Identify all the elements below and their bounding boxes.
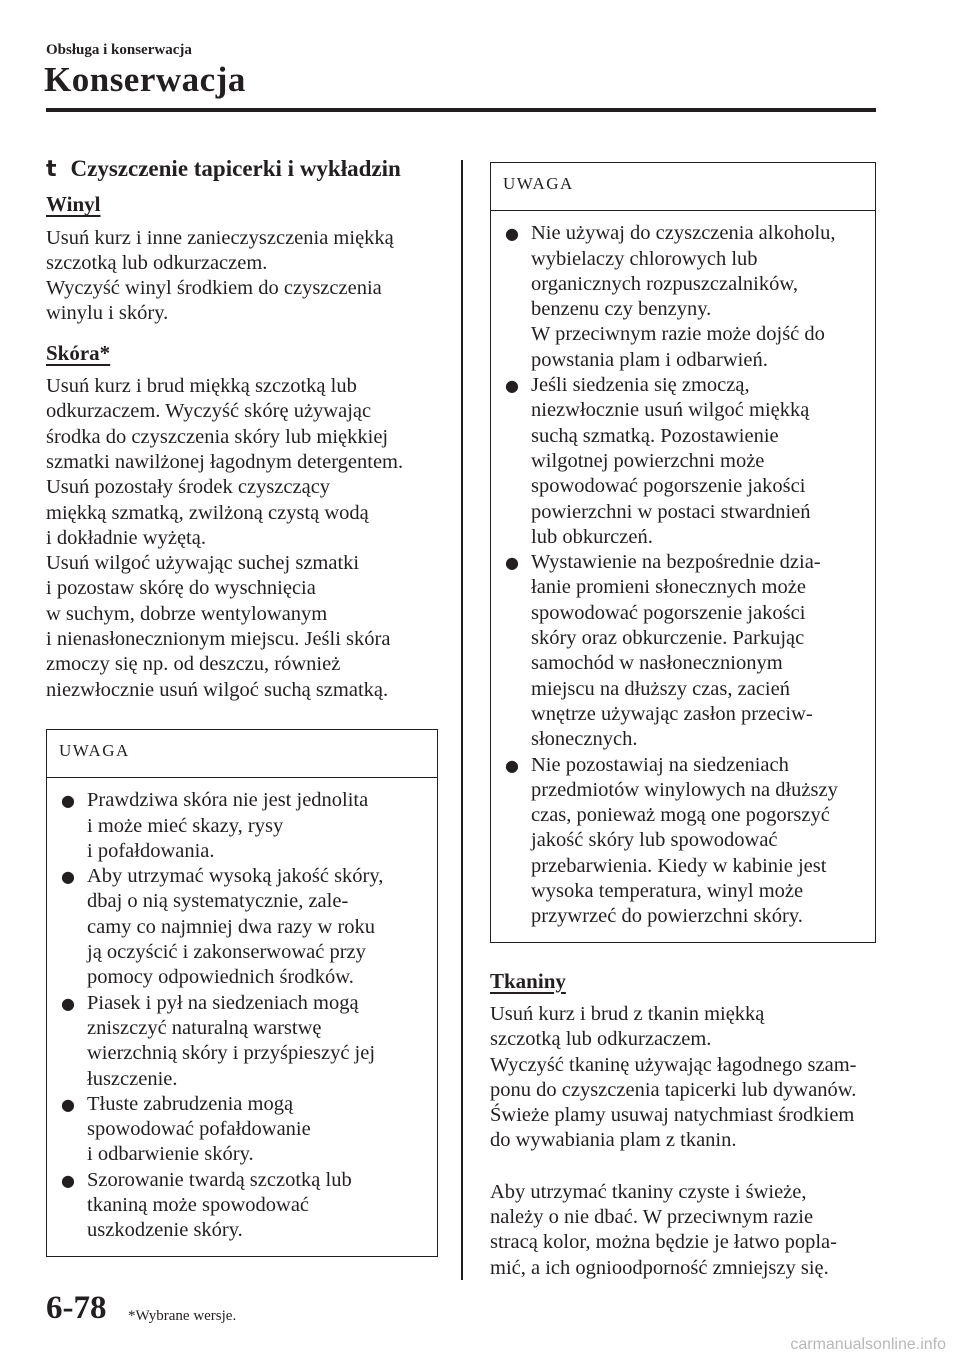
text-line: niezwłocznie usuń wilgoć miękką: [531, 399, 810, 422]
notice-box-vinyl: [490, 162, 876, 943]
text-line: organicznych rozpuszczalników,: [531, 272, 798, 295]
footnote: *Wybrane wersje.: [128, 1308, 237, 1324]
bullet-dot-icon: ●: [61, 1094, 75, 1114]
column-divider: [461, 160, 463, 1280]
text-line: zmoczy się np. od deszczu, również: [46, 653, 341, 676]
text-line: i dokładnie wyżętą.: [46, 526, 206, 549]
text-line: spowodować pofałdowanie: [87, 1118, 311, 1141]
text-line: szczotką lub odkurzaczem.: [46, 251, 268, 274]
text-line: Nie pozostawiaj na siedzeniach: [531, 753, 789, 776]
section-heading: [46, 156, 438, 182]
text-line: łanie promieni słonecznych może: [531, 576, 806, 599]
text-line: i pofałdowania.: [87, 839, 215, 862]
text-line: dbaj o nią systematycznie, zale-: [87, 890, 349, 913]
text-line: w suchym, dobrze wentylowanym: [46, 602, 328, 625]
text-line: ponu do czyszczenia tapicerki lub dywanów.: [490, 1078, 857, 1101]
notice-list: [503, 221, 863, 929]
text-line: niezwłocznie usuń wilgoć suchą szmatką.: [46, 678, 389, 701]
text-line: przebarwienia. Kiedy w kabinie jest: [531, 854, 827, 877]
text-line: czas, ponieważ mogą one pogorszyć: [531, 804, 830, 827]
text-line: jakość skóry lub spowodować: [531, 829, 778, 852]
text-line: winylu i skóry.: [46, 302, 169, 325]
notice-item: [59, 864, 425, 990]
text-line: Szorowanie twardą szczotką lub: [87, 1168, 352, 1191]
text-line: wierzchnią skóry i przyśpieszyć jej: [87, 1042, 376, 1065]
heading-bullet: t: [46, 157, 57, 182]
fabric-text: [490, 1002, 876, 1154]
text-line: camy co najmniej dwa razy w roku: [87, 915, 376, 938]
notice-item: [59, 1168, 425, 1244]
text-line: powstania plam i odbarwień.: [531, 348, 768, 371]
text-line: przedmiotów winylowych na dłuższy: [531, 778, 838, 801]
vinyl-text: [46, 226, 438, 327]
text-line: Prawdziwa skóra nie jest jednolita: [87, 789, 369, 812]
text-line: wybielaczy chlorowych lub: [531, 247, 758, 270]
text-line: benzenu czy benzyny.: [531, 298, 712, 321]
notice-item: [503, 221, 863, 373]
text-line: lub obkurczeń.: [531, 525, 653, 548]
notice-item: [503, 373, 863, 550]
text-line: Aby utrzymać wysoką jakość skóry,: [87, 865, 384, 888]
text-line: pomocy odpowiednich środków.: [87, 966, 354, 989]
section-heading-text: Czyszczenie tapicerki i wykładzin: [70, 156, 401, 181]
text-line: Aby utrzymać tkaniny czyste i świeże,: [490, 1180, 807, 1203]
text-line: Usuń kurz i inne zanieczyszczenia miękką: [46, 226, 394, 249]
text-line: ją oczyścić i zakonserwować przy: [87, 941, 366, 964]
text-line: W przeciwnym razie może dojść do: [531, 323, 825, 346]
text-line: odkurzaczem. Wyczyść skórę używając: [46, 400, 372, 423]
text-line: wysoka temperatura, winyl może: [531, 880, 804, 903]
text-line: skóry oraz obkurczenie. Parkując: [531, 627, 805, 650]
bullet-dot-icon: ●: [505, 553, 519, 573]
bullet-dot-icon: ●: [61, 1170, 75, 1190]
text-line: i nienasłonecznionym miejscu. Jeśli skóra: [46, 628, 391, 651]
notice-label: UWAGA: [47, 730, 437, 778]
bullet-dot-icon: ●: [61, 867, 75, 887]
page-title: Konserwacja: [44, 60, 246, 99]
text-line: wnętrze używając zasłon przeciw-: [531, 702, 813, 725]
text-line: spowodować pogorszenie jakości: [531, 601, 806, 624]
notice-item: [59, 788, 425, 864]
leather-subheading: Skóra*: [46, 340, 111, 365]
text-line: wilgotnej powierzchni może: [531, 449, 765, 472]
text-line: samochód w nasłonecznionym: [531, 652, 783, 675]
fabric-care-text: [490, 1180, 876, 1281]
text-line: i odbarwienie skóry.: [87, 1143, 254, 1166]
left-column: [46, 156, 438, 1257]
text-line: szmatki nawilżonej łagodnym detergentem.: [46, 450, 404, 473]
text-line: Świeże plamy usuwaj natychmiast środkiem: [490, 1104, 855, 1127]
notice-item: [59, 1092, 425, 1168]
text-line: do wywabiania plam z tkanin.: [490, 1129, 737, 1152]
text-line: Wystawienie na bezpośrednie dzia-: [531, 551, 821, 574]
text-line: słonecznych.: [531, 728, 638, 751]
text-line: Usuń kurz i brud miękką szczotką lub: [46, 375, 357, 398]
leather-text: [46, 374, 438, 703]
text-line: należy o nie dbać. W przeciwnym razie: [490, 1205, 814, 1228]
text-line: przywrzeć do powierzchni skóry.: [531, 905, 803, 928]
text-line: miękką szmatką, zwilżoną czystą wodą: [46, 501, 369, 524]
text-line: i pozostaw skórę do wyschnięcia: [46, 577, 316, 600]
notice-label: UWAGA: [491, 163, 875, 211]
bullet-dot-icon: ●: [505, 376, 519, 396]
notice-list: [59, 788, 425, 1243]
notice-box-leather: [46, 729, 438, 1257]
page-number: 6-78: [46, 1290, 107, 1326]
text-line: tkaniną może spowodować: [87, 1193, 310, 1216]
notice-item: [59, 991, 425, 1092]
bullet-dot-icon: ●: [61, 791, 75, 811]
text-line: Wyczyść tkaninę używając łagodnego szam-: [490, 1053, 857, 1076]
text-line: i może mieć skazy, rysy: [87, 814, 284, 837]
text-line: Tłuste zabrudzenia mogą: [87, 1092, 294, 1115]
notice-item: [503, 550, 863, 752]
text-line: Piasek i pył na siedzeniach mogą: [87, 991, 359, 1014]
text-line: łuszczenie.: [87, 1067, 178, 1090]
notice-item: [503, 753, 863, 930]
text-line: Usuń wilgoć używając suchej szmatki: [46, 552, 360, 575]
text-line: Jeśli siedzenia się zmoczą,: [531, 374, 750, 397]
text-line: uszkodzenie skóry.: [87, 1219, 243, 1242]
bullet-dot-icon: ●: [505, 224, 519, 244]
header-rule: [46, 108, 876, 112]
text-line: mić, a ich ognioodporność zmniejszy się.: [490, 1256, 829, 1279]
fabric-subheading: Tkaniny: [490, 968, 566, 993]
bullet-dot-icon: ●: [505, 755, 519, 775]
text-line: suchą szmatką. Pozostawienie: [531, 424, 779, 447]
text-line: Usuń kurz i brud z tkanin miękką: [490, 1002, 765, 1025]
text-line: szczotką lub odkurzaczem.: [490, 1028, 712, 1051]
vinyl-subheading: Winyl: [46, 192, 101, 217]
watermark: carmanualsonline.info: [790, 1336, 946, 1353]
text-line: środka do czyszczenia skóry lub miękkiej: [46, 425, 389, 448]
text-line: spowodować pogorszenie jakości: [531, 475, 806, 498]
text-line: Usuń pozostały środek czyszczący: [46, 476, 331, 499]
header-section-label: Obsługa i konserwacja: [46, 42, 192, 58]
text-line: powierzchni w postaci stwardnień: [531, 500, 811, 523]
text-line: stracą kolor, można będzie je łatwo popla-: [490, 1231, 837, 1254]
text-line: Wyczyść winyl środkiem do czyszczenia: [46, 277, 382, 300]
text-line: Nie używaj do czyszczenia alkoholu,: [531, 222, 836, 245]
right-column: [490, 162, 876, 1281]
text-line: miejscu na dłuższy czas, zacień: [531, 677, 790, 700]
text-line: zniszczyć naturalną warstwę: [87, 1016, 322, 1039]
bullet-dot-icon: ●: [61, 993, 75, 1013]
